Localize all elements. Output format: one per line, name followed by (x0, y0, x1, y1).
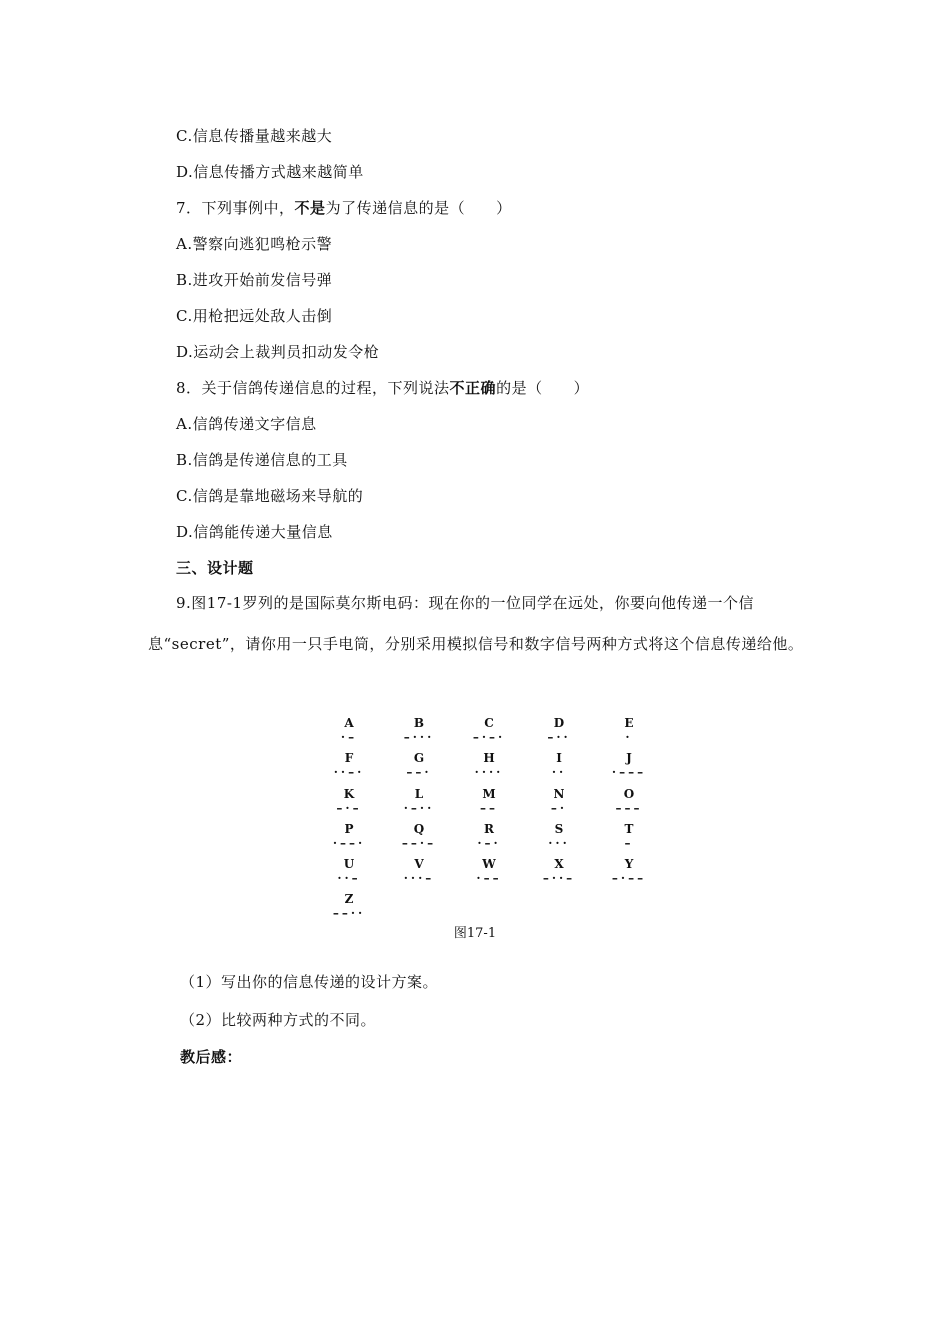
morse-letter: C (484, 716, 494, 730)
morse-code: –– (480, 801, 498, 815)
morse-code: –·· (547, 730, 571, 744)
option-a: A.信鸽传递文字信息 (176, 415, 317, 433)
morse-letter: W (482, 857, 496, 871)
morse-code: ··– (337, 871, 361, 885)
morse-code: –· (550, 801, 568, 815)
option-b: B.信鸽是传递信息的工具 (176, 451, 348, 469)
morse-code: ––· (406, 765, 432, 779)
morse-code: ·––· (332, 836, 366, 850)
morse-letter: V (414, 857, 424, 871)
morse-code: ––·– (401, 836, 437, 850)
morse-code: –··– (542, 871, 576, 885)
morse-entry-0 (309, 716, 389, 744)
option-d: D.信鸽能传递大量信息 (176, 523, 333, 541)
morse-letter: S (554, 822, 564, 836)
morse-entry-23 (519, 857, 599, 885)
morse-entry-3 (519, 716, 599, 744)
morse-letter: H (483, 751, 495, 765)
morse-letter: R (484, 822, 494, 836)
morse-entry-1 (379, 716, 459, 744)
morse-entry-25 (309, 892, 389, 920)
stem-text: 的是（ ） (496, 379, 590, 397)
morse-code: ·– (340, 730, 358, 744)
morse-entry-2 (449, 716, 529, 744)
morse-code: –·– (336, 801, 362, 815)
morse-entry-17 (449, 822, 529, 850)
morse-code: –·–– (611, 871, 647, 885)
morse-letter: X (554, 857, 564, 871)
option-b: B.进攻开始前发信号弹 (176, 271, 333, 289)
sub-question-1: （1）写出你的信息传递的设计方案。 (180, 973, 439, 991)
morse-entry-5 (309, 751, 389, 779)
morse-code: ···– (403, 871, 435, 885)
morse-code: –·–· (472, 730, 506, 744)
morse-letter: O (623, 787, 635, 801)
morse-letter: E (624, 716, 634, 730)
stem-emphasis: 不正确 (449, 379, 497, 397)
option-c: C.用枪把远处敌人击倒 (176, 307, 333, 325)
morse-code: – (624, 836, 634, 850)
section-title: 三、设计题 (176, 559, 254, 577)
morse-letter: G (413, 751, 425, 765)
morse-entry-13 (519, 787, 599, 815)
option-d: D.信息传播方式越来越简单 (176, 163, 364, 181)
question-stem (176, 198, 512, 218)
morse-letter: J (626, 751, 632, 765)
stem-text: 7．下列事例中， (176, 199, 295, 217)
morse-entry-20 (309, 857, 389, 885)
stem-text: 8．关于信鸽传递信息的过程，下列说法 (176, 379, 450, 397)
morse-letter: F (344, 751, 354, 765)
morse-letter: D (553, 716, 565, 730)
question-stem (176, 378, 589, 398)
morse-code: –··· (403, 730, 435, 744)
morse-entry-9 (589, 751, 669, 779)
morse-entry-14 (589, 787, 669, 815)
morse-code: ··–· (333, 765, 365, 779)
morse-code: · (625, 730, 633, 744)
morse-entry-8 (519, 751, 599, 779)
morse-letter: I (556, 751, 562, 765)
morse-code: ··· (548, 836, 570, 850)
morse-code: ···· (474, 765, 504, 779)
stem-emphasis: 不是 (294, 199, 326, 217)
morse-letter: N (553, 787, 565, 801)
morse-letter: T (624, 822, 634, 836)
after-class-reflection-label: 教后感： (180, 1048, 243, 1066)
option-a: A.警察向逃犯鸣枪示警 (176, 235, 333, 253)
question-9-text: 9.图17-1罗列的是国际莫尔斯电码：现在你的一位同学在远处，你要向他传递一个信息“secret”，请你用一只手电筒，分别采用模拟信号和数字信号两种方式将这个信息传递给他。 (148, 594, 804, 653)
morse-code: ·–– (476, 871, 502, 885)
morse-letter: A (344, 716, 354, 730)
morse-entry-6 (379, 751, 459, 779)
sub-question-2: （2）比较两种方式的不同。 (180, 1011, 377, 1029)
morse-entry-16 (379, 822, 459, 850)
morse-letter: Z (344, 892, 354, 906)
morse-entry-11 (379, 787, 459, 815)
morse-letter: P (344, 822, 354, 836)
morse-code: ·–·· (403, 801, 435, 815)
morse-entry-19 (589, 822, 669, 850)
morse-code: ·· (551, 765, 567, 779)
option-c: C.信息传播量越来越大 (176, 127, 333, 145)
stem-text: 为了传递信息的是（ ） (325, 199, 512, 217)
morse-code: ––·· (332, 906, 366, 920)
morse-code: ––– (615, 801, 643, 815)
morse-entry-15 (309, 822, 389, 850)
morse-letter: L (414, 787, 424, 801)
figure-caption: 图17-1 (453, 926, 497, 941)
morse-letter: Q (413, 822, 425, 836)
morse-letter: M (482, 787, 496, 801)
morse-entry-21 (379, 857, 459, 885)
morse-letter: U (343, 857, 355, 871)
morse-entry-7 (449, 751, 529, 779)
option-d: D.运动会上裁判员扣动发令枪 (176, 343, 380, 361)
morse-code: ·––– (611, 765, 647, 779)
morse-entry-4 (589, 716, 669, 744)
morse-entry-24 (589, 857, 669, 885)
morse-entry-12 (449, 787, 529, 815)
morse-letter: B (413, 716, 425, 730)
morse-code: ·–· (477, 836, 501, 850)
morse-letter: K (343, 787, 355, 801)
morse-letter: Y (624, 857, 634, 871)
option-c: C.信鸽是靠地磁场来导航的 (176, 487, 364, 505)
morse-entry-22 (449, 857, 529, 885)
morse-entry-10 (309, 787, 389, 815)
morse-entry-18 (519, 822, 599, 850)
